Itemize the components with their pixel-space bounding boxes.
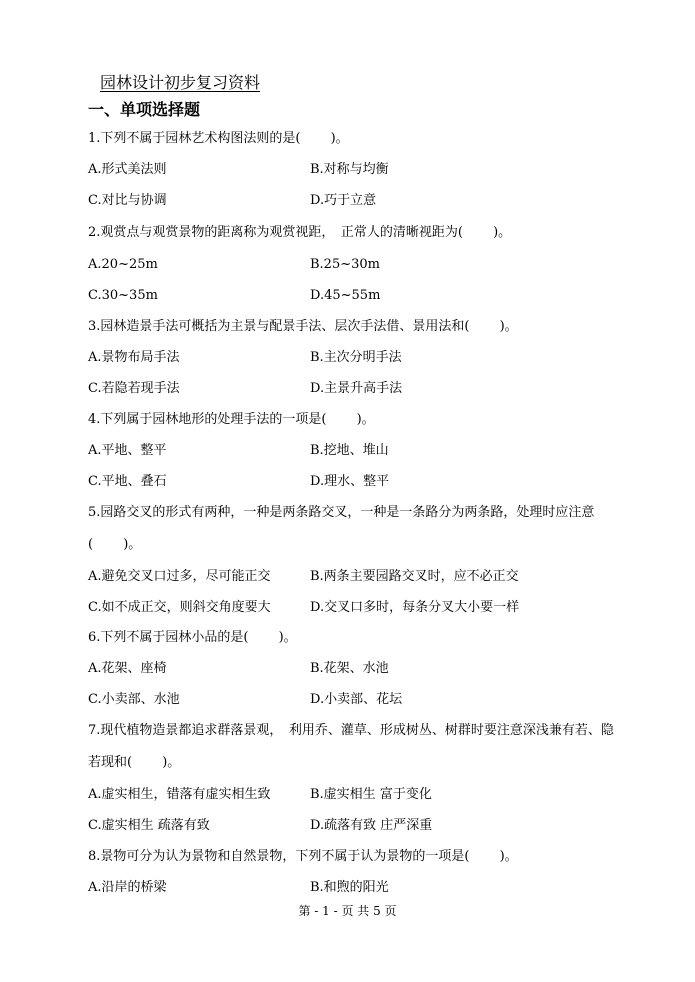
question-4-stem: 4.下列属于园林地形的处理手法的一项是( )。 xyxy=(88,412,375,427)
question-3-option-b: B.主次分明手法 xyxy=(310,350,402,365)
question-6-stem: 6.下列不属于园林小品的是( )。 xyxy=(88,630,297,645)
question-3-option-a: A.景物布局手法 xyxy=(88,350,180,365)
question-2-option-d: D.45~55m xyxy=(310,288,381,303)
question-1-stem: 1.下列不属于园林艺术构图法则的是( )。 xyxy=(88,131,349,146)
question-2-option-a: A.20~25m xyxy=(88,257,158,272)
question-5-option-d: D.交叉口多时，每条分叉大小要一样 xyxy=(310,600,520,615)
question-7-option-b: B.虚实相生 富于变化 xyxy=(310,787,432,802)
question-1-option-b: B.对称与均衡 xyxy=(310,162,389,177)
question-7-option-a: A.虚实相生，错落有虚实相生致 xyxy=(88,787,271,802)
question-5-stem-continued: ( )。 xyxy=(88,537,142,552)
question-7-stem-continued: 若现和( )。 xyxy=(88,755,181,770)
question-6-option-c: C.小卖部、水池 xyxy=(88,692,180,707)
question-7-stem: 7.现代植物造景都追求群落景观， 利用乔、灌草、形成树丛、树群时要注意深浅兼有若、隐 xyxy=(88,723,614,738)
document-title: 园林设计初步复习资料 xyxy=(100,73,261,92)
question-4-option-c: C.平地、叠石 xyxy=(88,474,167,489)
question-5-option-b: B.两条主要园路交叉时，应不必正交 xyxy=(310,569,519,584)
question-3-option-c: C.若隐若现手法 xyxy=(88,381,180,396)
question-8-stem: 8.景物可分为认为景物和自然景物，下列不属于认为景物的一项是( )。 xyxy=(88,849,518,864)
question-8-option-b: B.和煦的阳光 xyxy=(310,880,389,895)
question-8-option-a: A.沿岸的桥梁 xyxy=(88,880,167,895)
question-6-option-d: D.小卖部、花坛 xyxy=(310,692,403,707)
question-1-option-a: A.形式美法则 xyxy=(88,162,167,177)
page-footer: 第 - 1 - 页 共 5 页 xyxy=(298,904,397,918)
question-4-option-a: A.平地、整平 xyxy=(88,443,167,458)
question-7-option-c: C.虚实相生 疏落有致 xyxy=(88,818,210,833)
question-2-stem: 2.观赏点与观赏景物的距离称为观赏视距， 正常人的清晰视距为( )。 xyxy=(88,225,512,240)
question-5-stem: 5.园路交叉的形式有两种，一种是两条路交叉，一种是一条路分为两条路，处理时应注意 xyxy=(88,505,595,520)
question-3-option-d: D.主景升高手法 xyxy=(310,381,403,396)
question-5-option-c: C.如不成正交，则斜交角度要大 xyxy=(88,600,271,615)
question-6-option-a: A.花架、座椅 xyxy=(88,661,167,676)
question-6-option-b: B.花架、水池 xyxy=(310,661,389,676)
question-3-stem: 3.园林造景手法可概括为主景与配景手法、层次手法借、景用法和( )。 xyxy=(88,319,518,334)
section-heading: 一、单项选择题 xyxy=(88,100,201,119)
question-4-option-d: D.理水、整平 xyxy=(310,474,390,489)
question-2-option-c: C.30~35m xyxy=(88,288,158,303)
question-7-option-d: D.疏落有致 庄严深重 xyxy=(310,818,433,833)
question-5-option-a: A.避免交叉口过多，尽可能正交 xyxy=(88,569,271,584)
question-2-option-b: B.25~30m xyxy=(310,257,380,272)
question-4-option-b: B.挖地、堆山 xyxy=(310,443,389,458)
question-1-option-d: D.巧于立意 xyxy=(310,193,377,208)
question-1-option-c: C.对比与协调 xyxy=(88,193,167,208)
